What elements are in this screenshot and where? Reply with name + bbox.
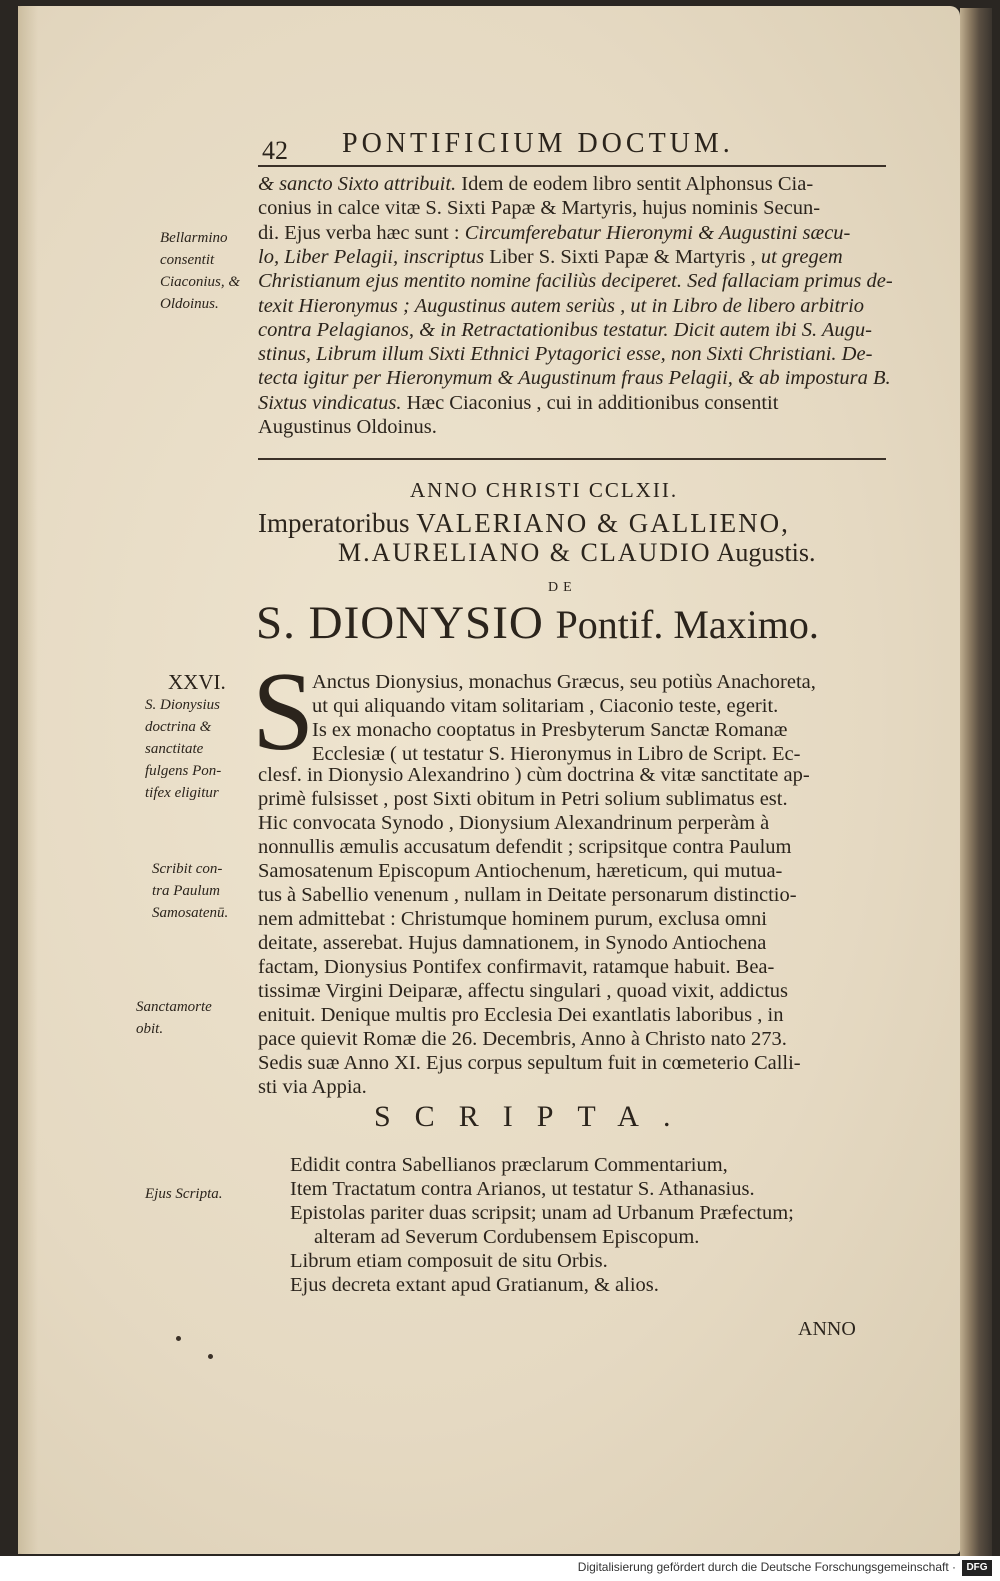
text-run: conius in calce vitæ S. Sixti Papæ & Martyris, hujus nominis Secun- [258, 197, 821, 220]
text-line [258, 172, 813, 197]
scripta-item: Ejus decreta extant apud Gratianum, & alios. [290, 1274, 659, 1296]
text-run: & sancto Sixto attribuit. [258, 173, 457, 195]
text-line: primè fulsisset , post Sixti obitum in Petri solium sublimatus est. [258, 788, 788, 810]
running-head: PONTIFICIUM DOCTUM. [342, 128, 734, 159]
footer-credit: Digitalisierung gefördert durch die Deutsche Forschungsgemeinschaft · [577, 1560, 956, 1574]
text-run: di. Ejus verba hæc sunt : [258, 221, 465, 244]
text-line: clesf. in Dionysio Alexandrino ) cùm doctrina & vitæ sanctitate ap- [258, 764, 810, 786]
text-line: Is ex monacho cooptatus in Presbyterum Sanctæ Romanæ [312, 719, 788, 741]
margin-note-line: tifex eligitur [145, 785, 219, 801]
text-line: ut qui aliquando vitam solitariam , Ciaconio teste, egerit. [312, 695, 779, 717]
emperors-line-1 [258, 508, 790, 539]
text-run: Circumferebatur Hieronymi & Augustini sæcu- [464, 221, 851, 244]
section-rule [258, 458, 886, 460]
text-line: Sedis suæ Anno XI. Ejus corpus sepultum fuit in cœmeterio Calli- [258, 1052, 801, 1074]
margin-note-line: doctrina & [145, 719, 212, 735]
margin-note-line: Scribit con- [152, 861, 223, 877]
footer-bar [0, 1556, 1000, 1581]
de-label: DE [548, 580, 577, 595]
scripta-heading: SCRIPTA. [374, 1100, 695, 1133]
pope-title-rest: Pontif. Maximo. [555, 602, 819, 647]
page-number: 42 [262, 136, 288, 165]
text-line [258, 415, 437, 440]
catchword: ANNO [798, 1318, 856, 1340]
page-gutter-shadow [18, 6, 38, 1554]
text-line [258, 391, 778, 416]
text-line: Anctus Dionysius, monachus Græcus, seu potiùs Anachoreta, [312, 671, 816, 693]
scripta-item: Edidit contra Sabellianos præclarum Commentarium, [290, 1154, 728, 1176]
margin-note-line: S. Dionysius [145, 697, 220, 713]
text-line [258, 196, 820, 221]
margin-note-line: tra Paulum [152, 883, 220, 899]
chapter-numeral: XXVI. [168, 670, 226, 694]
text-run: Christianum ejus mentito nomine faciliùs deciperet. Sed fallaciam primus de- [258, 270, 893, 293]
text-line: sti via Appia. [258, 1076, 367, 1098]
dfg-logo: DFG [962, 1560, 992, 1576]
margin-note-line: Samosatenū. [152, 905, 229, 921]
scripta-item: Epistolas pariter duas scripsit; unam ad Urbanum Præfectum; [290, 1202, 794, 1224]
text-line [258, 366, 891, 391]
text-line [258, 342, 872, 367]
text-line [258, 245, 843, 270]
pope-name: S. DIONYSIO [256, 597, 544, 649]
scripta-item: alteram ad Severum Cordubensem Episcopum. [314, 1226, 700, 1248]
emperors-suffix: Augustis. [716, 538, 816, 567]
drop-cap: S [252, 650, 315, 774]
header-rule [258, 165, 886, 167]
text-line: pace quievit Romæ die 26. Decembris, Anno à Christo nato 273. [258, 1028, 787, 1050]
text-run: tecta igitur per Hieronymum & Augustinum fraus Pelagii, & ab impostura B. [258, 367, 891, 390]
text-line: deitate, asserebat. Hujus damnationem, in Synodo Antiochena [258, 932, 767, 954]
margin-note-line: Oldoinus. [160, 296, 219, 312]
margin-note-line: Sanctamorte [136, 999, 212, 1015]
text-run: Idem de eodem libro sentit Alphonsus Cia- [456, 173, 814, 195]
text-line: Samosatenum Episcopum Antiochenum, hæreticum, qui mutua- [258, 860, 783, 882]
margin-note-scripta: Ejus Scripta. [145, 1186, 223, 1202]
text-line: nonnullis æmulis accusatum defendit ; scripsitque contra Paulum [258, 836, 792, 858]
margin-note-line: Ciaconius, & [160, 274, 241, 290]
book-edge [960, 8, 992, 1556]
text-line: tissimæ Virgini Deiparæ, affectu singulari , quoad vixit, addictus [258, 980, 788, 1002]
text-line: Hic convocata Synodo , Dionysium Alexandrinum perperàm à [258, 812, 770, 834]
text-line [258, 269, 893, 294]
margin-note-line: fulgens Pon- [145, 763, 222, 779]
emperors-names-1: VALERIANO & GALLIENO, [416, 508, 790, 538]
scripta-item: Item Tractatum contra Arianos, ut testatur S. Athanasius. [290, 1178, 755, 1200]
text-line: nem admittebat : Christumque hominem purum, exclusa omni [258, 908, 767, 930]
text-line: Ecclesiæ ( ut testatur S. Hieronymus in Libro de Script. Ec- [312, 743, 801, 765]
scripta-item: Librum etiam composuit de situ Orbis. [290, 1250, 608, 1272]
text-run: contra Pelagianos, & in Retractationibus testatur. Dicit autem ibi S. Augu- [258, 318, 873, 341]
text-line [258, 318, 872, 343]
text-run: Augustinus Oldoinus. [258, 416, 437, 438]
pope-title [256, 596, 819, 650]
text-line [258, 221, 850, 246]
margin-note-line: Bellarmino [160, 230, 228, 246]
margin-note-line: consentit [160, 252, 215, 268]
ink-speck [208, 1354, 213, 1359]
emperors-line-2 [338, 538, 816, 568]
text-line: factam, Dionysius Pontifex confirmavit, ratamque habuit. Bea- [258, 956, 775, 978]
text-line: enituit. Denique multis pro Ecclesia Dei exantlatis laboribus , in [258, 1004, 784, 1026]
text-run: lo, Liber Pelagii, inscriptus [258, 245, 485, 268]
text-run: Sixtus vindicatus. [258, 391, 402, 414]
text-run: Liber S. Sixti Papæ & Martyris , [484, 245, 761, 268]
text-run: Hæc Ciaconius , cui in additionibus consentit [401, 391, 779, 414]
text-run: stinus, Librum illum Sixti Ethnici Pytagorici esse, non Sixti Christiani. De- [258, 343, 873, 366]
text-run: texit Hieronymus ; Augustinus autem seriùs , ut in Libro de libero arbitrio [258, 294, 865, 317]
anno-heading: ANNO CHRISTI CCLXII. [410, 478, 679, 502]
margin-note-line: sanctitate [145, 741, 204, 757]
emperors-names-2: M.AURELIANO & CLAUDIO [338, 538, 712, 567]
text-line [258, 294, 864, 319]
text-line: tus à Sabellio venenum , nullam in Deitate personarum distinctio- [258, 884, 797, 906]
emperors-prefix: Imperatoribus [258, 508, 410, 538]
text-run: ut gregem [760, 245, 843, 268]
ink-speck [176, 1336, 181, 1341]
margin-note-line: obit. [136, 1021, 164, 1037]
